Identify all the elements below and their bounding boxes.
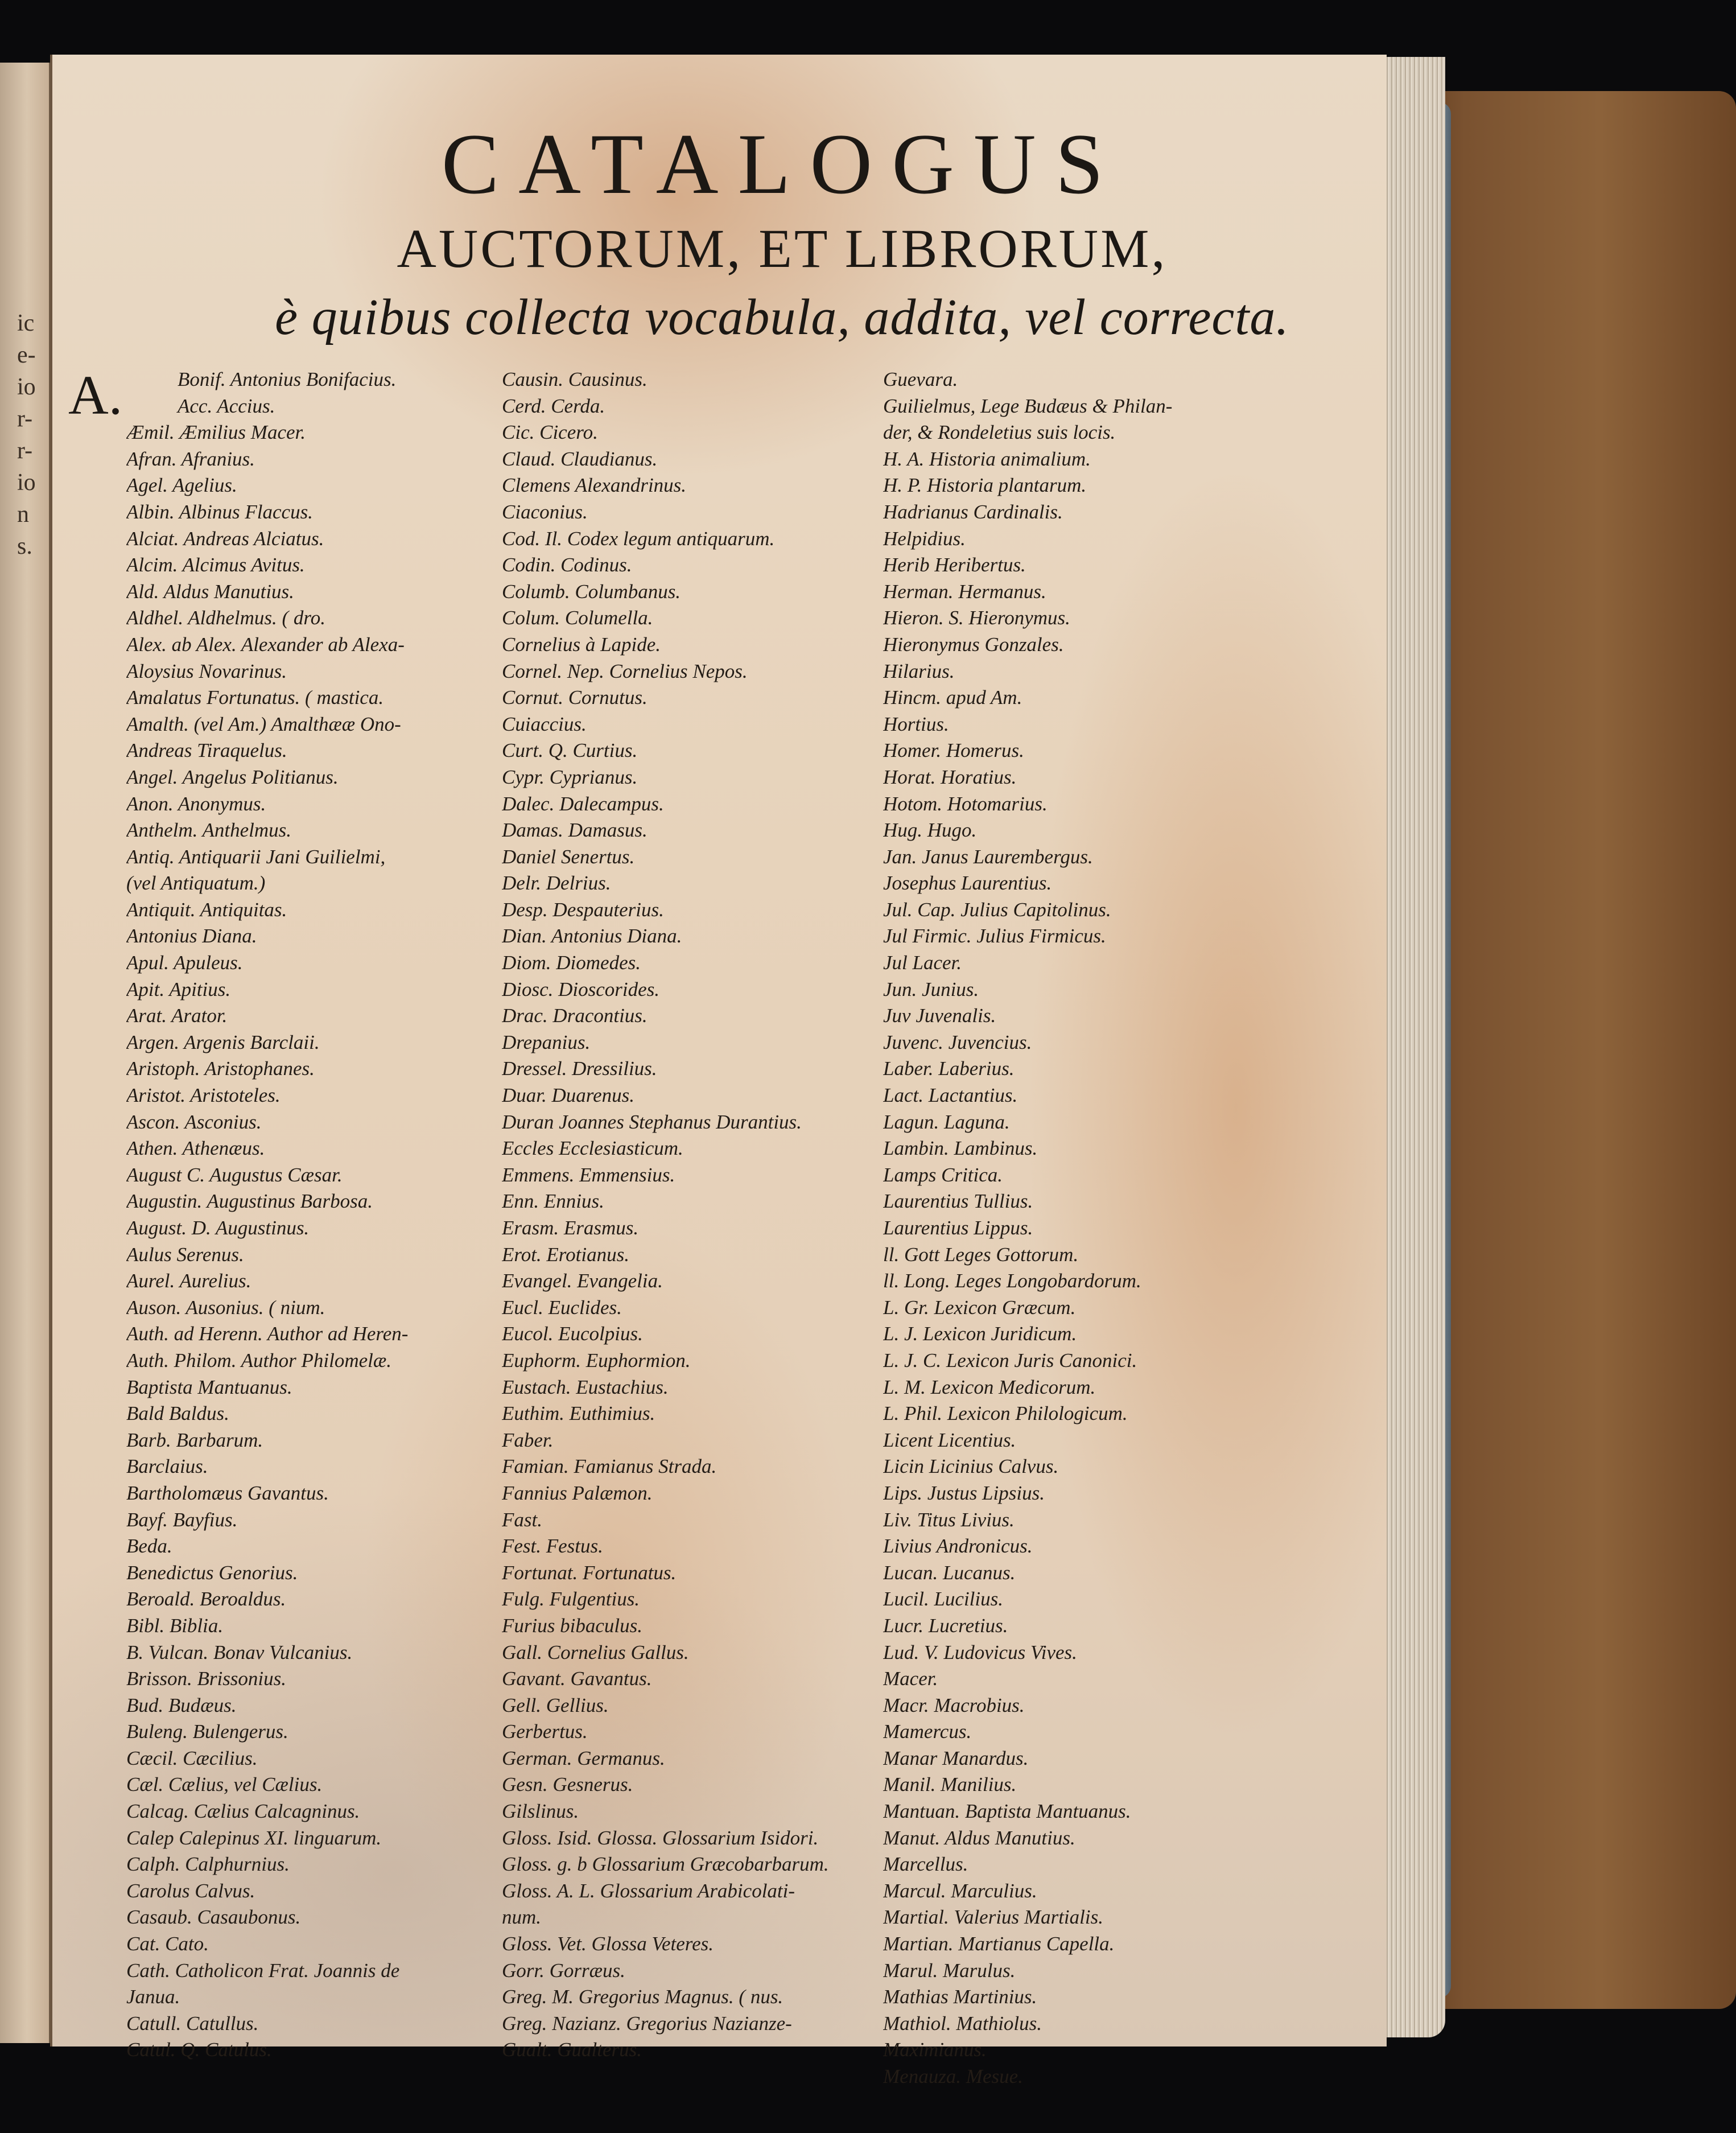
catalog-entry: Cornut. Cornutus. xyxy=(502,686,648,709)
catalog-entry: Drepanius. xyxy=(502,1031,591,1053)
catalog-entry: Benedictus Genorius. xyxy=(126,1561,298,1584)
catalog-entry: L. Gr. Lexicon Græcum. xyxy=(883,1296,1076,1319)
catalog-entry: Alex. ab Alex. Alexander ab Alexa- xyxy=(126,633,405,656)
catalog-entry: Andreas Tiraquelus. xyxy=(126,739,287,762)
page-subtitle: AUCTORUM, ET LIBRORUM, xyxy=(397,218,1168,279)
catalog-entry: German. Germanus. xyxy=(502,1747,665,1769)
catalog-entry: Cypr. Cyprianus. xyxy=(502,765,638,788)
catalog-entry: Famian. Famianus Strada. xyxy=(502,1455,717,1478)
catalog-entry: Angel. Angelus Politianus. xyxy=(126,765,339,788)
catalog-entry: Auson. Ausonius. ( nium. xyxy=(126,1296,325,1319)
catalog-entry: Bud. Budæus. xyxy=(126,1694,237,1716)
catalog-entry: Gloss. g. b Glossarium Græcobarbarum. xyxy=(502,1853,829,1876)
catalog-entry: Lagun. Laguna. xyxy=(883,1110,1010,1133)
catalog-entry: Hadrianus Cardinalis. xyxy=(883,500,1063,523)
catalog-entry: Bayf. Bayfius. xyxy=(126,1508,238,1531)
catalog-entry: H. P. Historia plantarum. xyxy=(883,474,1087,497)
page-title: CATALOGUS xyxy=(441,116,1123,212)
catalog-entry: Mamercus. xyxy=(883,1720,972,1743)
catalog-entry: Jan. Janus Laurembergus. xyxy=(883,845,1093,868)
catalog-entry: Helpidius. xyxy=(883,527,966,550)
catalog-entry: Fannius Palæmon. xyxy=(502,1481,653,1504)
catalog-entry: Aulus Serenus. xyxy=(126,1243,244,1266)
catalog-entry: Augustin. Augustinus Barbosa. xyxy=(126,1190,373,1213)
catalog-entry: Laurentius Tullius. xyxy=(883,1190,1033,1213)
catalog-entry: Faber. xyxy=(502,1428,554,1451)
catalog-entry: Antiq. Antiquarii Jani Guilielmi, xyxy=(126,845,386,868)
catalog-entry: Eccles Ecclesiasticum. xyxy=(502,1137,683,1160)
catalog-entry: Manar Manardus. xyxy=(883,1747,1029,1769)
catalog-entry: Anon. Anonymus. xyxy=(126,792,266,815)
catalog-entry: Juvenc. Juvencius. xyxy=(883,1031,1032,1053)
catalog-entry: Herman. Hermanus. xyxy=(883,580,1046,603)
catalog-entry: Juv Juvenalis. xyxy=(883,1004,996,1027)
catalog-entry: Ald. Aldus Manutius. xyxy=(126,580,294,603)
catalog-entry: August C. Augustus Cæsar. xyxy=(126,1163,343,1186)
catalog-entry: Bibl. Biblia. xyxy=(126,1614,224,1637)
catalog-entry: Hug. Hugo. xyxy=(883,819,977,842)
catalog-entry: Jul Firmic. Julius Firmicus. xyxy=(883,925,1106,948)
catalog-entry: Cath. Catholicon Frat. Joannis de xyxy=(126,1959,400,1982)
catalog-entry: Casaub. Casaubonus. xyxy=(126,1906,301,1929)
catalog-entry: Martian. Martianus Capella. xyxy=(883,1933,1115,1955)
catalog-entry: Jul. Cap. Julius Capitolinus. xyxy=(883,898,1111,921)
catalog-entry: Aloysius Novarinus. xyxy=(126,660,287,682)
catalog-entry: Hotom. Hotomarius. xyxy=(883,792,1048,815)
catalog-entry: Horat. Horatius. xyxy=(883,765,1017,788)
catalog-entry: Calcag. Cælius Calcagninus. xyxy=(126,1800,360,1823)
catalog-entry: Greg. Nazianz. Gregorius Nazianze- xyxy=(502,2012,792,2035)
catalog-entry: Apul. Apuleus. xyxy=(126,952,243,974)
catalog-entry: Guevara. xyxy=(883,368,958,390)
catalog-entry: Alciat. Andreas Alciatus. xyxy=(126,527,324,550)
catalog-entry: Calep Calepinus XI. linguarum. xyxy=(126,1826,382,1849)
previous-page-fragment xyxy=(0,63,51,2043)
catalog-entry: Hortius. xyxy=(883,713,949,735)
page-subtitle-line-2: è quibus collecta vocabula, addita, vel correcta. xyxy=(275,289,1289,345)
catalog-entry: Mathias Martinius. xyxy=(883,1986,1037,2008)
catalog-entry: Ciaconius. xyxy=(502,500,588,523)
catalog-entry: Laurentius Lippus. xyxy=(883,1217,1033,1239)
fragment-text: e- xyxy=(17,342,36,368)
catalog-entry: B. Vulcan. Bonav Vulcanius. xyxy=(126,1641,353,1663)
catalog-entry: Barb. Barbarum. xyxy=(126,1428,263,1451)
catalog-entry: H. A. Historia animalium. xyxy=(883,447,1091,470)
catalog-entry: Curt. Q. Curtius. xyxy=(502,739,638,762)
previous-page-text xyxy=(0,307,49,706)
catalog-entry: Eustach. Eustachius. xyxy=(502,1376,669,1398)
catalog-entry: Amalatus Fortunatus. ( mastica. xyxy=(126,686,384,709)
catalog-entry: Barclaius. xyxy=(126,1455,208,1478)
catalog-entry: Gorr. Gorræus. xyxy=(502,1959,625,1982)
catalog-entry: Afran. Afranius. xyxy=(126,447,255,470)
catalog-entry: Athen. Athenæus. xyxy=(126,1137,265,1160)
catalog-entry: Cerd. Cerda. xyxy=(502,394,605,417)
catalog-entry: Alcim. Alcimus Avitus. xyxy=(126,554,305,577)
fragment-text: r- xyxy=(17,406,33,432)
catalog-entry: Brisson. Brissonius. xyxy=(126,1667,287,1690)
catalog-entry: Fulg. Fulgentius. xyxy=(502,1588,640,1611)
catalog-entry: Erasm. Erasmus. xyxy=(502,1217,639,1239)
catalog-entry: Apit. Apitius. xyxy=(126,978,231,1000)
catalog-entry: Gilslinus. xyxy=(502,1800,579,1823)
catalog-entry: Lips. Justus Lipsius. xyxy=(883,1481,1045,1504)
catalog-entry: Furius bibaculus. xyxy=(502,1614,642,1637)
catalog-entry: Columb. Columbanus. xyxy=(502,580,681,603)
catalog-entry: Baptista Mantuanus. xyxy=(126,1376,292,1398)
catalog-entry: Hilarius. xyxy=(883,660,955,682)
catalog-entry: Dressel. Dressilius. xyxy=(502,1057,657,1080)
catalog-entry: Cod. Il. Codex legum antiquarum. xyxy=(502,527,775,550)
catalog-entry: Marcul. Marculius. xyxy=(883,1879,1037,1902)
catalog-entry: Macr. Macrobius. xyxy=(883,1694,1025,1716)
catalog-entry: Gualt. Gualterus. xyxy=(502,2039,642,2061)
catalog-entry: Fortunat. Fortunatus. xyxy=(502,1561,677,1584)
catalog-entry: Cæcil. Cæcilius. xyxy=(126,1747,258,1769)
catalog-entry: Menauza. Mesue. xyxy=(883,2065,1023,2087)
catalog-entry: Duar. Duarenus. xyxy=(502,1084,635,1107)
catalog-entry: L. J. Lexicon Juridicum. xyxy=(883,1323,1077,1345)
catalog-entry: Cuiaccius. xyxy=(502,713,587,735)
catalog-entry: Antiquit. Antiquitas. xyxy=(126,898,287,921)
catalog-entry: Diom. Diomedes. xyxy=(502,952,641,974)
catalog-entry: Fest. Festus. xyxy=(502,1535,603,1558)
catalog-entry: Clemens Alexandrinus. xyxy=(502,474,687,497)
catalog-entry: Lucr. Lucretius. xyxy=(883,1614,1008,1637)
catalog-entry: Gell. Gellius. xyxy=(502,1694,609,1716)
catalog-entry: Ascon. Asconius. xyxy=(126,1110,262,1133)
catalog-entry: Josephus Laurentius. xyxy=(883,872,1052,895)
catalog-entry: Lud. V. Ludovicus Vives. xyxy=(883,1641,1077,1663)
catalog-entry: Lact. Lactantius. xyxy=(883,1084,1018,1107)
catalog-entry: Lamps Critica. xyxy=(883,1163,1003,1186)
catalog-entry: Gloss. Isid. Glossa. Glossarium Isidori. xyxy=(502,1826,819,1849)
catalog-entry: Catull. Catullus. xyxy=(126,2012,259,2035)
catalog-entry: Gall. Cornelius Gallus. xyxy=(502,1641,689,1663)
catalog-entry: Catul. Q. Catulus. xyxy=(126,2039,272,2061)
catalog-entry: Bartholomæus Gavantus. xyxy=(126,1481,329,1504)
catalog-entry: Guilielmus, Lege Budæus & Philan- xyxy=(883,394,1173,417)
catalog-entry: Marul. Marulus. xyxy=(883,1959,1016,1982)
catalog-entry: Desp. Despauterius. xyxy=(502,898,664,921)
catalog-entry: Mathiol. Mathiolus. xyxy=(883,2012,1042,2035)
catalog-entry: Maximianus. xyxy=(883,2039,987,2061)
fragment-text: n xyxy=(17,501,29,528)
catalog-entry: Hieronymus Gonzales. xyxy=(883,633,1064,656)
catalog-entry: Auth. ad Herenn. Author ad Heren- xyxy=(126,1323,409,1345)
catalog-entry: Delr. Delrius. xyxy=(502,872,611,895)
catalog-entry: Eucol. Eucolpius. xyxy=(502,1323,643,1345)
catalog-entry: Aristoph. Aristophanes. xyxy=(126,1057,315,1080)
catalog-entry: L. M. Lexicon Medicorum. xyxy=(883,1376,1096,1398)
catalog-entry: Bonif. Antonius Bonifacius. xyxy=(178,368,397,390)
fragment-text: s. xyxy=(17,533,32,559)
catalog-entry: Daniel Senertus. xyxy=(502,845,635,868)
catalog-entry: Cornel. Nep. Cornelius Nepos. xyxy=(502,660,748,682)
catalog-entry: Cic. Cicero. xyxy=(502,421,598,444)
catalog-entry: der, & Rondeletius suis locis. xyxy=(883,421,1116,444)
catalog-entry: Dian. Antonius Diana. xyxy=(502,925,682,948)
catalog-entry: August. D. Augustinus. xyxy=(126,1217,310,1239)
catalog-entry: Argen. Argenis Barclaii. xyxy=(126,1031,320,1053)
catalog-entry: Manut. Aldus Manutius. xyxy=(883,1826,1075,1849)
fragment-text: io xyxy=(17,374,36,400)
catalog-entry: Anthelm. Anthelmus. xyxy=(126,819,292,842)
catalog-entry: Eucl. Euclides. xyxy=(502,1296,622,1319)
catalog-entry: Aldhel. Aldhelmus. ( dro. xyxy=(126,607,325,629)
catalog-entry: Emmens. Emmensius. xyxy=(502,1163,675,1186)
fragment-text: ic xyxy=(17,310,35,336)
catalog-entry: (vel Antiquatum.) xyxy=(126,872,266,895)
catalog-entry: Hieron. S. Hieronymus. xyxy=(883,607,1070,629)
catalog-entry: L. Phil. Lexicon Philologicum. xyxy=(883,1402,1128,1425)
catalog-entry: Buleng. Bulengerus. xyxy=(126,1720,288,1743)
catalog-entry: Arat. Arator. xyxy=(126,1004,228,1027)
catalog-entry: Cornelius à Lapide. xyxy=(502,633,661,656)
catalog-entry: Drac. Dracontius. xyxy=(502,1004,648,1027)
catalog-entry: Codin. Codinus. xyxy=(502,554,632,577)
catalog-entry: Duran Joannes Stephanus Durantius. xyxy=(502,1110,802,1133)
catalog-entry: Macer. xyxy=(883,1667,938,1690)
catalog-entry: Beda. xyxy=(126,1535,172,1558)
catalog-entry: Liv. Titus Livius. xyxy=(883,1508,1015,1531)
catalog-entry: Greg. M. Gregorius Magnus. ( nus. xyxy=(502,1986,784,2008)
catalog-entry: Mantuan. Baptista Mantuanus. xyxy=(883,1800,1131,1823)
fragment-text: io xyxy=(17,470,36,496)
catalog-entry: ll. Long. Leges Longobardorum. xyxy=(883,1270,1141,1292)
catalog-entry: Enn. Ennius. xyxy=(502,1190,604,1213)
catalog-entry: L. J. C. Lexicon Juris Canonici. xyxy=(883,1349,1137,1372)
catalog-entry: Colum. Columella. xyxy=(502,607,653,629)
catalog-entry: Janua. xyxy=(126,1986,180,2008)
catalog-entry: Æmil. Æmilius Macer. xyxy=(126,421,306,444)
catalog-entry: Gloss. Vet. Glossa Veteres. xyxy=(502,1933,714,1955)
catalog-entry: Claud. Claudianus. xyxy=(502,447,658,470)
catalog-entry: Agel. Agelius. xyxy=(126,474,237,497)
catalog-column-1 xyxy=(126,367,502,2064)
catalog-entry: Herib Heribertus. xyxy=(883,554,1026,577)
catalog-entry: Cat. Cato. xyxy=(126,1933,209,1955)
catalog-entry: Hincm. apud Am. xyxy=(883,686,1022,709)
catalog-entry: Evangel. Evangelia. xyxy=(502,1270,663,1292)
catalog-entry: Antonius Diana. xyxy=(126,925,257,948)
catalog-entry: Laber. Laberius. xyxy=(883,1057,1015,1080)
fragment-text: r- xyxy=(17,438,33,464)
catalog-entry: Homer. Homerus. xyxy=(883,739,1024,762)
catalog-entry: Jul Lacer. xyxy=(883,952,962,974)
catalog-entry: Lucil. Lucilius. xyxy=(883,1588,1003,1611)
catalog-entry: Euthim. Euthimius. xyxy=(502,1402,655,1425)
catalog-entry: Licin Licinius Calvus. xyxy=(883,1455,1059,1478)
catalog-entry: Gerbertus. xyxy=(502,1720,588,1743)
catalog-entry: Amalth. (vel Am.) Amalthææ Ono- xyxy=(126,713,401,735)
catalog-entry: Dalec. Dalecampus. xyxy=(502,792,664,815)
catalog-entry: Causin. Causinus. xyxy=(502,368,648,390)
catalog-entry: Acc. Accius. xyxy=(178,394,275,417)
catalog-entry: Manil. Manilius. xyxy=(883,1773,1017,1796)
catalog-column-3 xyxy=(883,367,1247,2090)
catalog-entry: Diosc. Dioscorides. xyxy=(502,978,660,1000)
catalog-entry: ll. Gott Leges Gottorum. xyxy=(883,1243,1079,1266)
catalog-entry: Gloss. A. L. Glossarium Arabicolati- xyxy=(502,1879,795,1902)
catalog-entry: Damas. Damasus. xyxy=(502,819,648,842)
catalog-entry: Aurel. Aurelius. xyxy=(126,1270,251,1292)
catalog-entry: Licent Licentius. xyxy=(883,1428,1016,1451)
catalog-entry: Gesn. Gesnerus. xyxy=(502,1773,633,1796)
catalog-entry: Aristot. Aristoteles. xyxy=(126,1084,281,1107)
catalog-entry: Auth. Philom. Author Philomelæ. xyxy=(126,1349,392,1372)
catalog-entry: Carolus Calvus. xyxy=(126,1879,255,1902)
catalog-entry: Lambin. Lambinus. xyxy=(883,1137,1038,1160)
catalog-entry: num. xyxy=(502,1906,542,1929)
catalog-entry: Euphorm. Euphormion. xyxy=(502,1349,691,1372)
catalog-entry: Gavant. Gavantus. xyxy=(502,1667,652,1690)
catalog-entry: Erot. Erotianus. xyxy=(502,1243,629,1266)
catalog-entry: Livius Andronicus. xyxy=(883,1535,1033,1558)
catalog-entry: Cæl. Cælius, vel Cælius. xyxy=(126,1773,323,1796)
catalog-entry: Beroald. Beroaldus. xyxy=(126,1588,286,1611)
catalog-entry: Fast. xyxy=(502,1508,542,1531)
catalog-entry: Jun. Junius. xyxy=(883,978,979,1000)
catalog-entry: Calph. Calphurnius. xyxy=(126,1853,290,1876)
catalog-page xyxy=(50,55,1387,2087)
catalog-entry: Marcellus. xyxy=(883,1853,968,1876)
catalog-entry: Albin. Albinus Flaccus. xyxy=(126,500,313,523)
catalog-entry: Martial. Valerius Martialis. xyxy=(883,1906,1103,1929)
catalog-entry: Bald Baldus. xyxy=(126,1402,229,1425)
catalog-entry: Lucan. Lucanus. xyxy=(883,1561,1016,1584)
drop-cap: A. xyxy=(68,365,123,426)
catalog-column-2 xyxy=(502,367,877,2064)
